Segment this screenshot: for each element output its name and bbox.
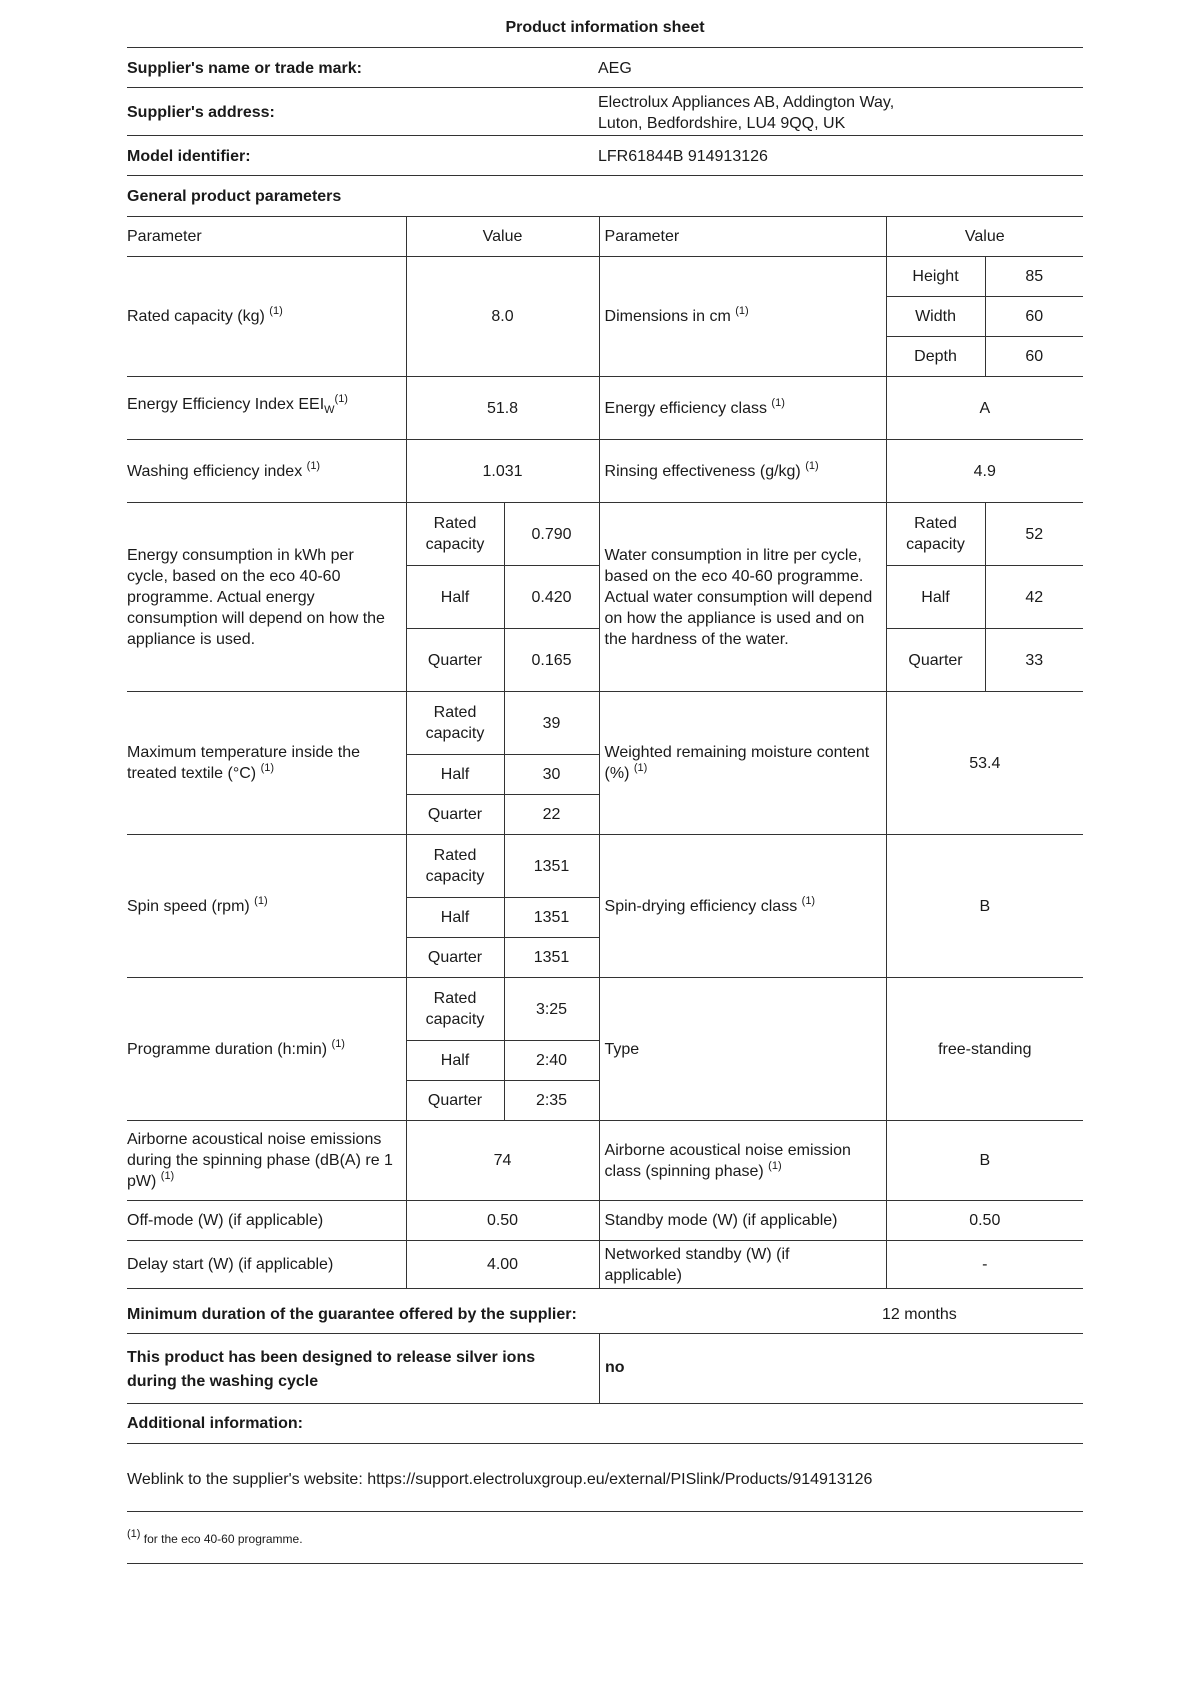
width-value: 60	[985, 297, 1083, 337]
table-row	[127, 692, 1083, 755]
divider	[127, 1403, 1083, 1404]
page-title: Product information sheet	[505, 19, 705, 36]
energy-consumption-label: Energy consumption in kWh per cycle, based on the eco 40-60 programme. Actual energy consumption will depend on how the appliance is used.	[127, 503, 406, 692]
energy-quarter-value: 0.165	[504, 629, 599, 692]
general-parameters-heading: General product parameters	[127, 188, 342, 205]
off-mode-label: Off-mode (W) (if applicable)	[127, 1201, 406, 1241]
water-quarter-label: Quarter	[886, 629, 985, 692]
silver-ions-label: This product has been designed to release silver ions during the washing cycle	[127, 1349, 536, 1390]
width-label: Width	[886, 297, 985, 337]
model-identifier-label: Model identifier:	[127, 148, 251, 165]
divider	[127, 1333, 1083, 1334]
temp-rated-label: Rated capacity	[406, 692, 504, 755]
water-quarter-value: 33	[985, 629, 1083, 692]
temp-half-value: 30	[504, 755, 599, 795]
noise-class-label: Airborne acoustical noise emission class (spinning phase) $^{(1)}$	[599, 1121, 886, 1201]
moisture-value: 53.4	[886, 692, 1083, 835]
table-row	[127, 978, 1083, 1041]
water-consumption-label: Water consumption in litre per cycle, based on the eco 40-60 programme. Actual water consumption will depend on how the appliance is used and on the hardness of the water.	[599, 503, 886, 692]
washing-index-label: Washing efficiency index $^{(1)}$	[127, 440, 406, 503]
dimensions-label: Dimensions in cm $^{(1)}$	[599, 257, 886, 377]
supplier-address-line2: Luton, Bedfordshire, LU4 9QQ, UK	[598, 115, 846, 132]
type-label: Type	[599, 978, 886, 1121]
height-label: Height	[886, 257, 985, 297]
noise-label: Airborne acoustical noise emissions during the spinning phase (dB(A) re 1 pW) $^{(1)}$	[127, 1121, 406, 1201]
networked-standby-value: -	[886, 1241, 1083, 1289]
table-row	[127, 1201, 1083, 1241]
divider	[127, 1511, 1083, 1512]
duration-label: Programme duration (h:min) $^{(1)}$	[127, 978, 406, 1121]
depth-label: Depth	[886, 337, 985, 377]
temp-rated-value: 39	[504, 692, 599, 755]
water-rated-label: Rated capacity	[886, 503, 985, 566]
spin-rated-value: 1351	[504, 835, 599, 898]
divider	[127, 47, 1083, 48]
energy-rated-label: Rated capacity	[406, 503, 504, 566]
spin-class-label: Spin-drying efficiency class $^{(1)}$	[599, 835, 886, 978]
standby-label: Standby mode (W) (if applicable)	[599, 1201, 886, 1241]
energy-half-label: Half	[406, 566, 504, 629]
standby-value: 0.50	[886, 1201, 1083, 1241]
spin-quarter-value: 1351	[504, 938, 599, 978]
divider	[127, 175, 1083, 176]
supplier-address-line1: Electrolux Appliances AB, Addington Way,	[598, 94, 895, 111]
table-row	[127, 1121, 1083, 1201]
delay-start-label: Delay start (W) (if applicable)	[127, 1241, 406, 1289]
temp-half-label: Half	[406, 755, 504, 795]
supplier-weblink: Weblink to the supplier's website: https://support.electroluxgroup.eu/external/PISlink/Products/914913126	[127, 1471, 873, 1488]
table-row	[127, 1241, 1083, 1289]
duration-rated-value: 3:25	[504, 978, 599, 1041]
energy-half-value: 0.420	[504, 566, 599, 629]
supplier-address-label: Supplier's address:	[127, 104, 275, 121]
washing-index-value: 1.031	[406, 440, 599, 503]
energy-quarter-label: Quarter	[406, 629, 504, 692]
footnote: $^{(1)}$ for the eco 40-60 programme.	[127, 1528, 303, 1546]
rated-capacity-value: 8.0	[406, 257, 599, 377]
divider	[127, 87, 1083, 88]
duration-quarter-label: Quarter	[406, 1081, 504, 1121]
height-value: 85	[985, 257, 1083, 297]
noise-class-value: B	[886, 1121, 1083, 1201]
table-row	[127, 377, 1083, 440]
energy-class-label: Energy efficiency class $^{(1)}$	[599, 377, 886, 440]
depth-value: 60	[985, 337, 1083, 377]
spin-class-value: B	[886, 835, 1083, 978]
param-header: Parameter	[599, 217, 886, 257]
type-value: free-standing	[886, 978, 1083, 1121]
guarantee-value: 12 months	[882, 1306, 957, 1323]
moisture-label: Weighted remaining moisture content (%) $^{(1)}$	[599, 692, 886, 835]
table-header-row	[127, 217, 1083, 257]
supplier-name-value: AEG	[598, 60, 632, 77]
water-half-value: 42	[985, 566, 1083, 629]
energy-class-value: A	[886, 377, 1083, 440]
guarantee-label: Minimum duration of the guarantee offered by the supplier:	[127, 1306, 577, 1323]
networked-standby-label: Networked standby (W) (if applicable)	[599, 1241, 886, 1289]
table-row	[127, 503, 1083, 566]
rated-capacity-label: Rated capacity (kg) $^{(1)}$	[127, 257, 406, 377]
eei-label: Energy Efficiency Index $EEI_W^{(1)}$	[127, 377, 406, 440]
energy-rated-value: 0.790	[504, 503, 599, 566]
off-mode-value: 0.50	[406, 1201, 599, 1241]
supplier-name-label: Supplier's name or trade mark:	[127, 60, 362, 77]
rinsing-value: 4.9	[886, 440, 1083, 503]
table-row	[127, 440, 1083, 503]
divider	[127, 1563, 1083, 1564]
max-temperature-label: Maximum temperature inside the treated textile (°C) $^{(1)}$	[127, 692, 406, 835]
divider	[127, 1443, 1083, 1444]
water-rated-value: 52	[985, 503, 1083, 566]
spin-rated-label: Rated capacity	[406, 835, 504, 898]
duration-quarter-value: 2:35	[504, 1081, 599, 1121]
water-half-label: Half	[886, 566, 985, 629]
silver-ions-value: no	[605, 1359, 625, 1376]
param-header: Parameter	[127, 217, 406, 257]
spin-quarter-label: Quarter	[406, 938, 504, 978]
model-identifier-value: LFR61844B 914913126	[598, 148, 768, 165]
spin-half-value: 1351	[504, 898, 599, 938]
temp-quarter-value: 22	[504, 795, 599, 835]
table-row	[127, 835, 1083, 898]
divider	[127, 135, 1083, 136]
delay-start-value: 4.00	[406, 1241, 599, 1289]
value-header: Value	[406, 217, 599, 257]
noise-value: 74	[406, 1121, 599, 1201]
duration-half-value: 2:40	[504, 1041, 599, 1081]
temp-quarter-label: Quarter	[406, 795, 504, 835]
value-header: Value	[886, 217, 1083, 257]
table-row	[127, 257, 1083, 297]
spin-half-label: Half	[406, 898, 504, 938]
rinsing-label: Rinsing effectiveness (g/kg) $^{(1)}$	[599, 440, 886, 503]
eei-value: 51.8	[406, 377, 599, 440]
spin-speed-label: Spin speed (rpm) $^{(1)}$	[127, 835, 406, 978]
parameters-table	[127, 216, 1083, 1289]
duration-rated-label: Rated capacity	[406, 978, 504, 1041]
duration-half-label: Half	[406, 1041, 504, 1081]
additional-info-label: Additional information:	[127, 1415, 303, 1432]
divider	[599, 1333, 600, 1403]
